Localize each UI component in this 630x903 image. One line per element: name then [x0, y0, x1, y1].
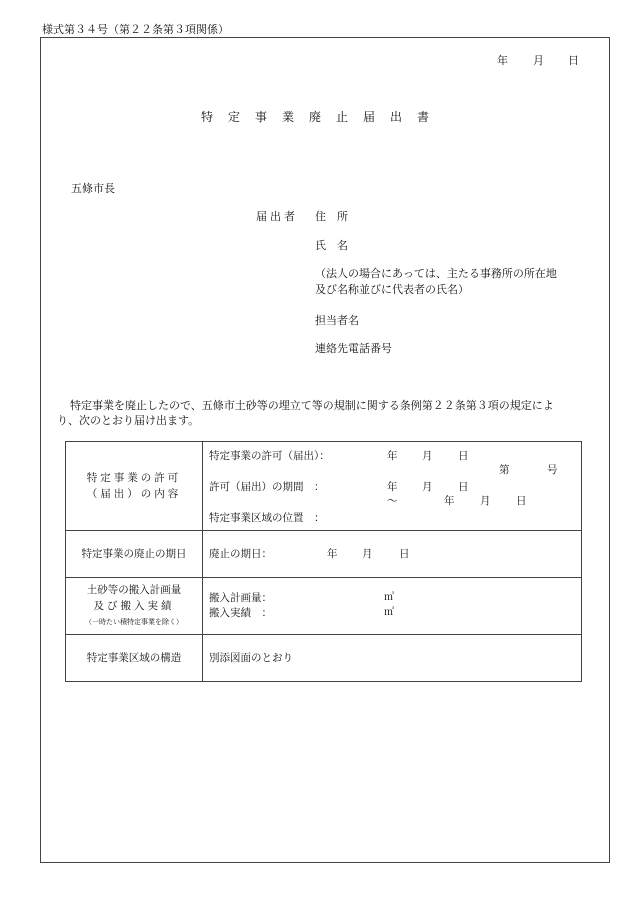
- period-label: 許可（届出）の期間 ：: [209, 481, 325, 493]
- notifier-heading: 届出者: [256, 210, 298, 223]
- abolition-month: 月: [362, 548, 373, 560]
- permit-content-label-line2: （届出）の内容: [86, 488, 182, 500]
- abolition-year: 年: [327, 548, 338, 560]
- contact-person-label: 担当者名: [315, 314, 359, 327]
- actual-volume-label: 搬入実績 ：: [209, 607, 272, 619]
- soil-volume-label-line2: 及び搬入実績: [93, 600, 175, 612]
- period-end-month: 月: [480, 495, 491, 507]
- table-row: [66, 531, 582, 578]
- notification-table: [65, 441, 582, 682]
- period-end-day: 日: [516, 495, 527, 507]
- corporate-note-line2: 及び名称並びに代表者の氏名）: [315, 283, 469, 296]
- structure-value: [203, 635, 582, 682]
- structure-value-text: 別添図面のとおり: [209, 652, 293, 664]
- period-month: 月: [422, 481, 433, 493]
- abolition-date-label: 特定事業の廃止の期日: [66, 531, 203, 578]
- document-title: 特定事業廃止届出書: [200, 110, 444, 124]
- planned-volume-unit: ㎥: [384, 592, 394, 603]
- name-label: 氏 名: [315, 239, 348, 252]
- soil-volume-value: [203, 578, 582, 635]
- abolition-day: 日: [399, 548, 410, 560]
- period-day: 日: [458, 481, 469, 493]
- phone-label: 連絡先電話番号: [315, 342, 392, 355]
- permit-year: 年: [387, 450, 398, 462]
- period-end-year: 年: [444, 495, 455, 507]
- planned-volume-label: 搬入計画量：: [209, 592, 272, 604]
- permit-content-label-line1: 特定事業の許可: [86, 472, 182, 484]
- number-go: 号: [547, 464, 558, 476]
- actual-volume-unit: ㎥: [384, 607, 394, 618]
- address-label: 住 所: [315, 210, 348, 223]
- abolition-date-value: [203, 531, 582, 578]
- table-row: [66, 578, 582, 635]
- location-label: 特定事業区域の位置 ：: [209, 512, 325, 524]
- form-number: 様式第３４号（第２２条第３項関係）: [42, 23, 229, 36]
- date-day: 日: [568, 54, 579, 67]
- permit-label: 特定事業の許可（届出）：: [209, 450, 330, 462]
- permit-content-value: [203, 442, 582, 531]
- permit-day: 日: [458, 450, 469, 462]
- structure-label: 特定事業区域の構造: [66, 635, 203, 682]
- date-month: 月: [533, 54, 544, 67]
- number-dai: 第: [499, 464, 510, 476]
- date-year: 年: [497, 54, 508, 67]
- period-tilde: ～: [387, 495, 398, 507]
- corporate-note-line1: （法人の場合にあっては、主たる事務所の所在地: [315, 267, 557, 280]
- soil-volume-label: [66, 578, 203, 635]
- permit-month: 月: [422, 450, 433, 462]
- table-row: [66, 635, 582, 682]
- permit-content-label: [66, 442, 203, 531]
- soil-volume-label-note: （一時たい積特定事業を除く）: [85, 618, 183, 626]
- statement-line1: 特定事業を廃止したので、五條市土砂等の埋立て等の規制に関する条例第２２条第３項の規定によ: [70, 399, 554, 412]
- soil-volume-label-line1: 土砂等の搬入計画量: [86, 584, 182, 596]
- table-row: [66, 442, 582, 531]
- addressee: 五條市長: [71, 182, 115, 195]
- abolition-date-field-label: 廃止の期日：: [209, 548, 272, 560]
- period-year: 年: [387, 481, 398, 493]
- statement-line2: り、次のとおり届け出ます。: [57, 414, 200, 427]
